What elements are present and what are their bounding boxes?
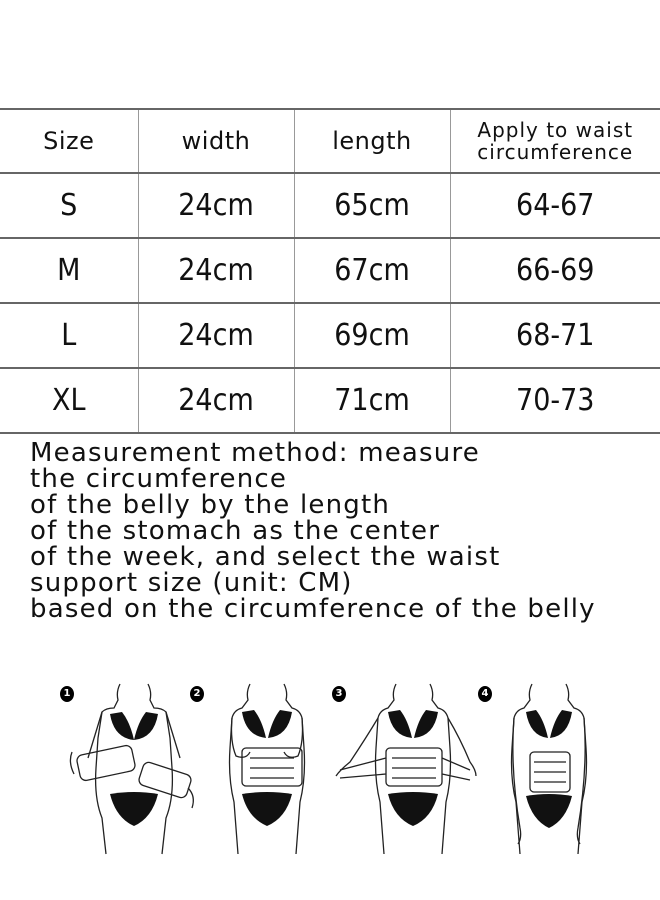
method-line: support size (unit: CM) xyxy=(30,568,353,598)
table-row xyxy=(0,368,660,433)
step-number-badge: 4 xyxy=(478,686,492,702)
cell-size: M xyxy=(0,238,138,303)
table-header-row xyxy=(0,109,660,173)
table-row xyxy=(0,173,660,238)
cell-length: 65cm xyxy=(294,173,450,238)
header-length: length xyxy=(294,109,450,173)
method-line: based on the circumference of the belly xyxy=(30,594,596,624)
cell-apply: 70-73 xyxy=(450,368,660,433)
header-size: Size xyxy=(0,109,138,173)
step-number-badge: 1 xyxy=(60,686,74,702)
cell-size: XL xyxy=(0,368,138,433)
header-width: width xyxy=(138,109,294,173)
method-line: of the belly by the length xyxy=(30,490,391,520)
cell-size: S xyxy=(0,173,138,238)
pull-straps-tight-icon xyxy=(330,678,480,868)
size-chart-table xyxy=(0,108,660,434)
belt-worn-icon xyxy=(470,678,600,868)
fasten-belt-front-icon xyxy=(190,678,320,868)
step-1 xyxy=(58,678,198,868)
cell-width: 24cm xyxy=(138,368,294,433)
cell-length: 67cm xyxy=(294,238,450,303)
table-row xyxy=(0,303,660,368)
method-line: Measurement method: measure xyxy=(30,438,480,468)
step-3 xyxy=(330,678,480,868)
method-line: the circumference xyxy=(30,464,288,494)
cell-length: 71cm xyxy=(294,368,450,433)
wrap-belt-around-waist-icon xyxy=(58,678,198,868)
step-2 xyxy=(190,678,320,868)
cell-apply: 64-67 xyxy=(450,173,660,238)
cell-width: 24cm xyxy=(138,173,294,238)
header-apply-waist: Apply to waist circumference xyxy=(450,109,660,173)
table-row xyxy=(0,238,660,303)
method-line: of the stomach as the center xyxy=(30,516,441,546)
step-number-badge: 3 xyxy=(332,686,346,702)
cell-apply: 68-71 xyxy=(450,303,660,368)
step-number-badge: 2 xyxy=(190,686,204,702)
wearing-steps-illustration xyxy=(0,678,660,868)
method-line: of the week, and select the waist xyxy=(30,542,501,572)
cell-width: 24cm xyxy=(138,238,294,303)
cell-size: L xyxy=(0,303,138,368)
cell-apply: 66-69 xyxy=(450,238,660,303)
cell-width: 24cm xyxy=(138,303,294,368)
cell-length: 69cm xyxy=(294,303,450,368)
step-4 xyxy=(470,678,600,868)
measurement-method-text xyxy=(30,440,655,622)
